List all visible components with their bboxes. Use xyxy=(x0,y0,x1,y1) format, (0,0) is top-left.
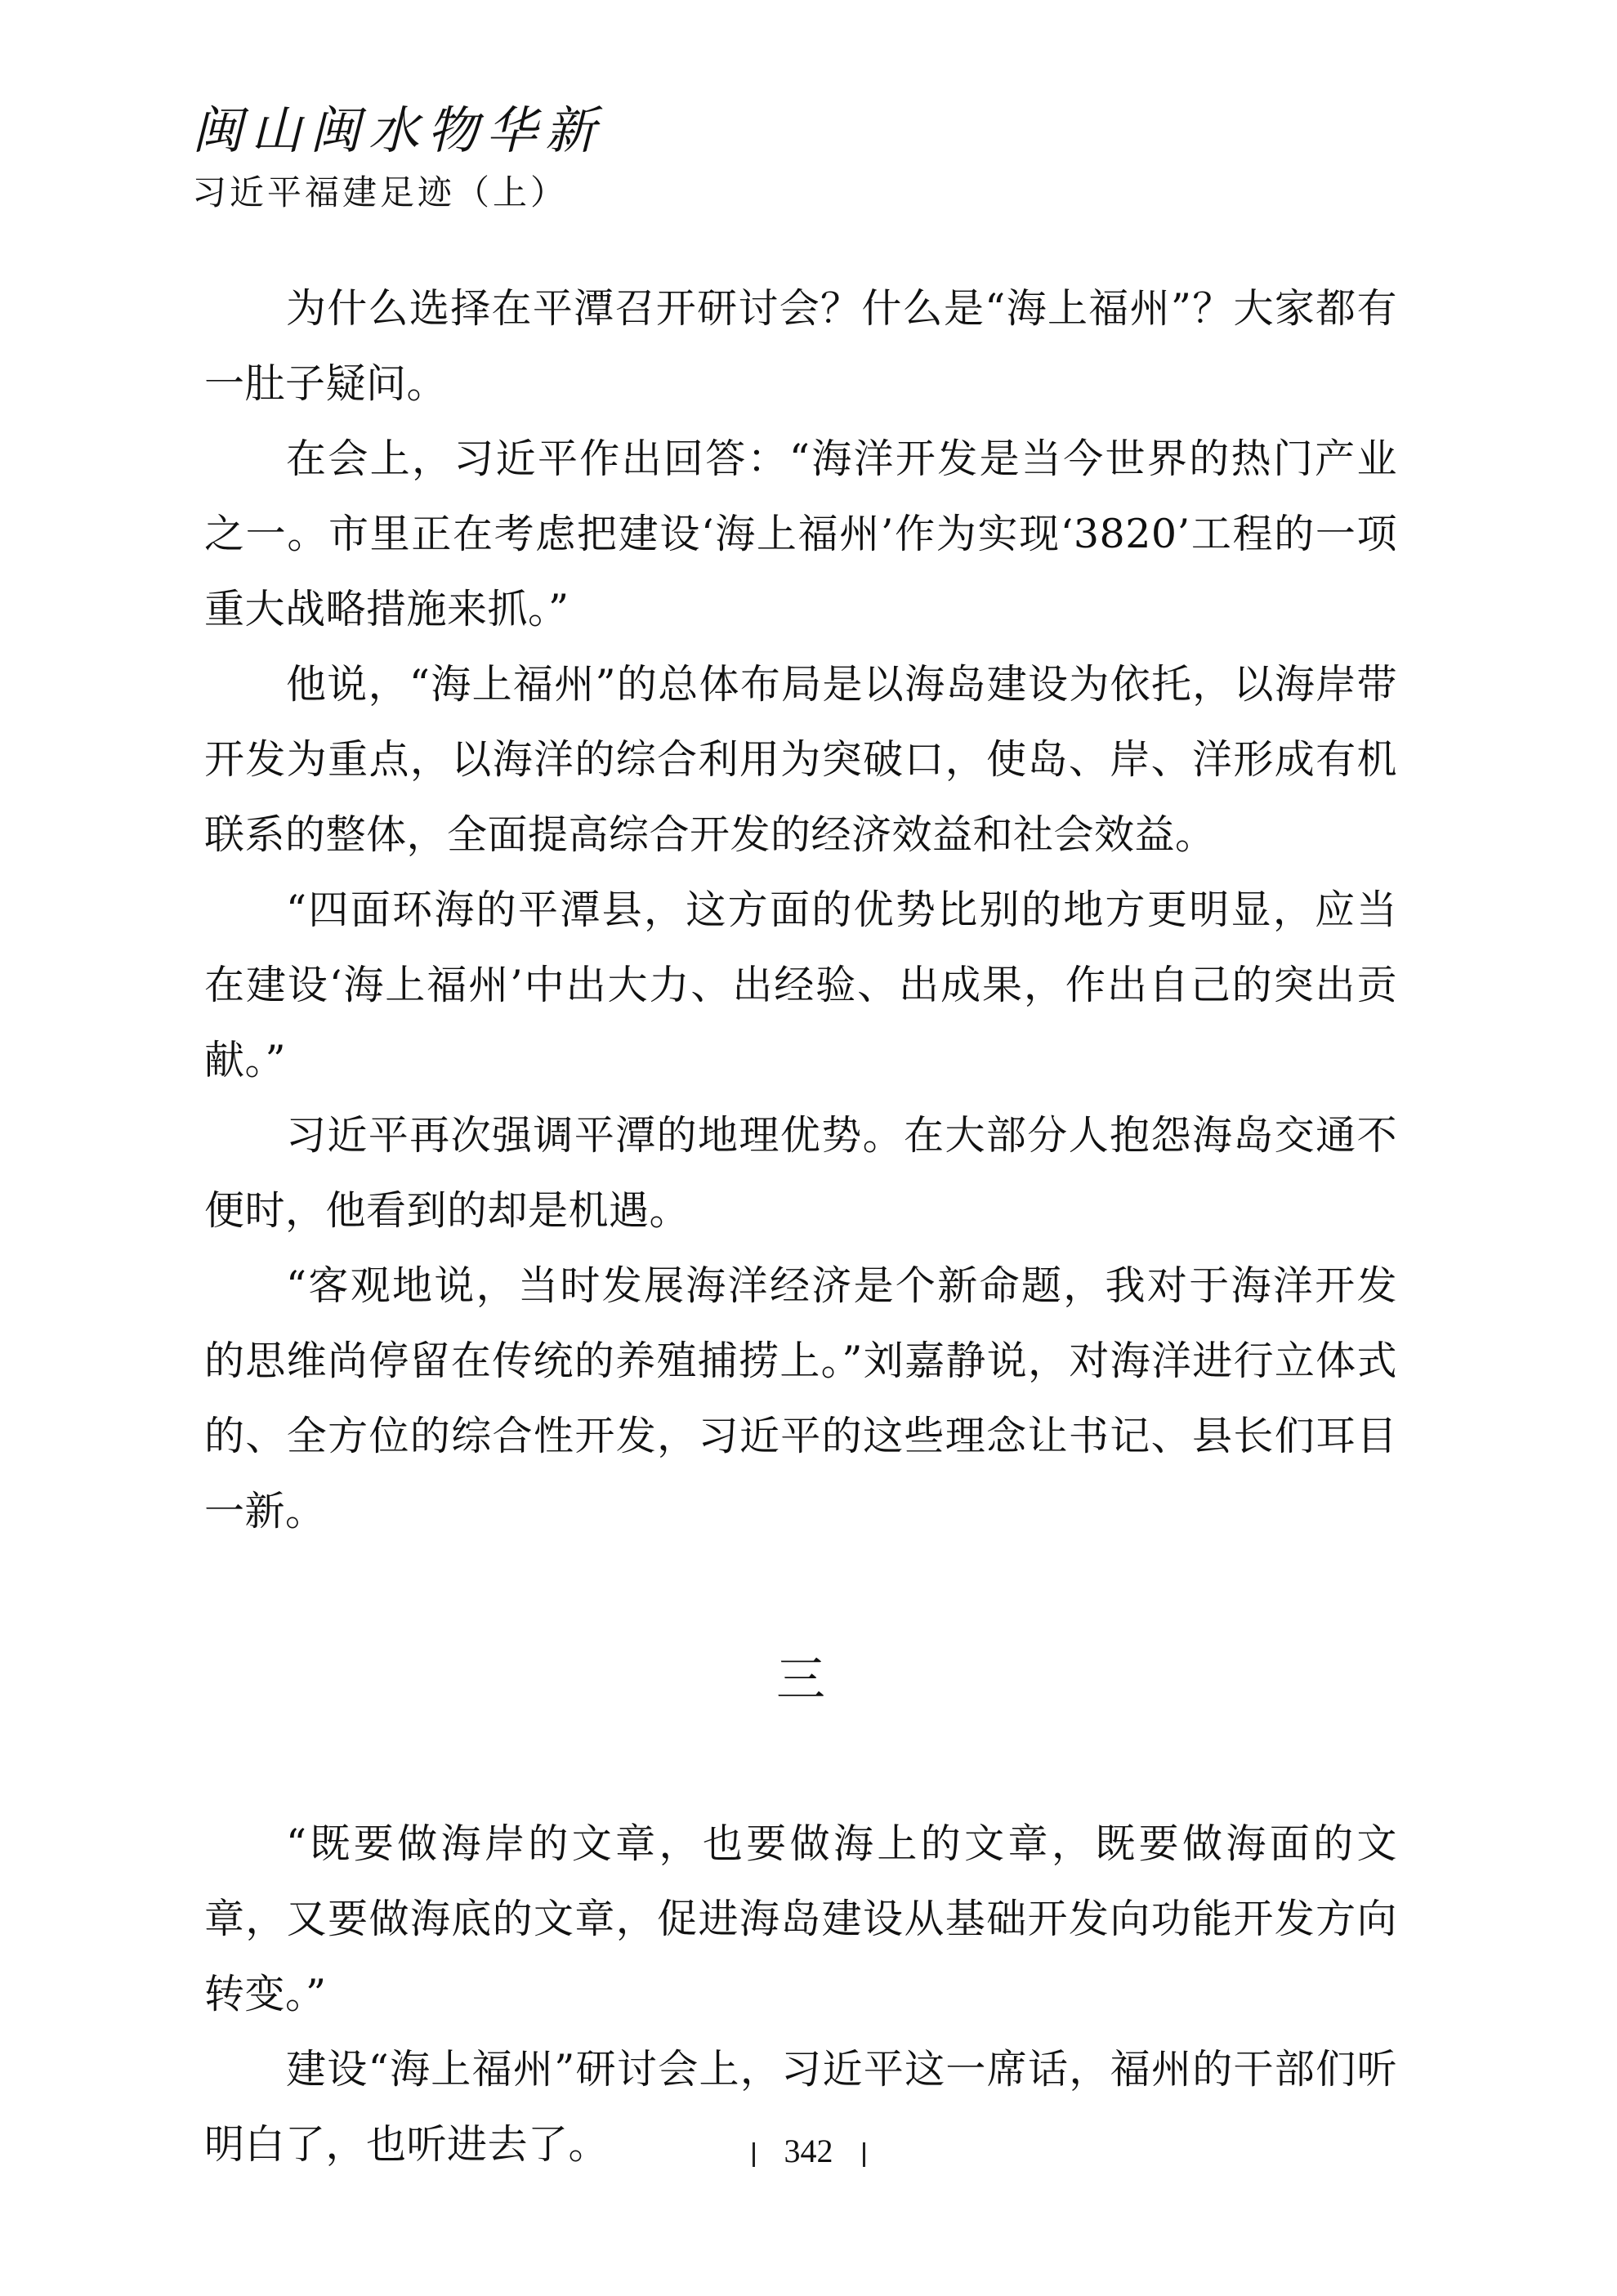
page-footer xyxy=(0,2128,1617,2174)
page-number: 342 xyxy=(784,2133,833,2169)
paragraph: 为什么选择在平潭召开研讨会？什么是“海上福州”？大家都有一肚子疑问。 xyxy=(204,285,1397,407)
series-title: 闽山闽水物华新 xyxy=(192,101,605,160)
book-title: 习近平福建足迹（上） xyxy=(192,172,569,212)
body-text xyxy=(204,271,1397,2182)
paragraph: 习近平再次强调平潭的地理优势。在大部分人抱怨海岛交通不便时，他看到的却是机遇。 xyxy=(204,1112,1397,1234)
paragraph: 在会上，习近平作出回答：“海洋开发是当今世界的热门产业之一。市里正在考虑把建设‘海上福州’作为实现‘3820’工程的一项重大战略措施来抓。” xyxy=(204,436,1397,632)
running-header xyxy=(192,98,604,217)
paragraph: “既要做海岸的文章，也要做海上的文章，既要做海面的文章，又要做海底的文章，促进海岛建设从基础开发向功能开发方向转变。” xyxy=(204,1820,1397,2017)
paragraph: “客观地说，当时发展海洋经济是个新命题，我对于海洋开发的思维尚停留在传统的养殖捕捞上。”刘嘉静说，对海洋进行立体式的、全方位的综合性开发，习近平的这些理念让书记、县长们耳目一新。 xyxy=(204,1262,1397,1534)
section-number: 三 xyxy=(776,1651,825,1709)
paragraph: 他说，“海上福州”的总体布局是以海岛建设为依托，以海岸带开发为重点，以海洋的综合利用为突破口，使岛、岸、洋形成有机联系的整体，全面提高综合开发的经济效益和社会效益。 xyxy=(204,661,1397,858)
footer-bar-left xyxy=(753,2142,755,2167)
paragraph: “四面环海的平潭县，这方面的优势比别的地方更明显，应当在建设‘海上福州’中出大力、出经验、出成果，作出自己的突出贡献。” xyxy=(204,887,1397,1083)
footer-bar-right xyxy=(863,2142,865,2167)
paragraph: 建设“海上福州”研讨会上，习近平这一席话，福州的干部们听明白了，也听进去了。 xyxy=(204,2046,1397,2168)
